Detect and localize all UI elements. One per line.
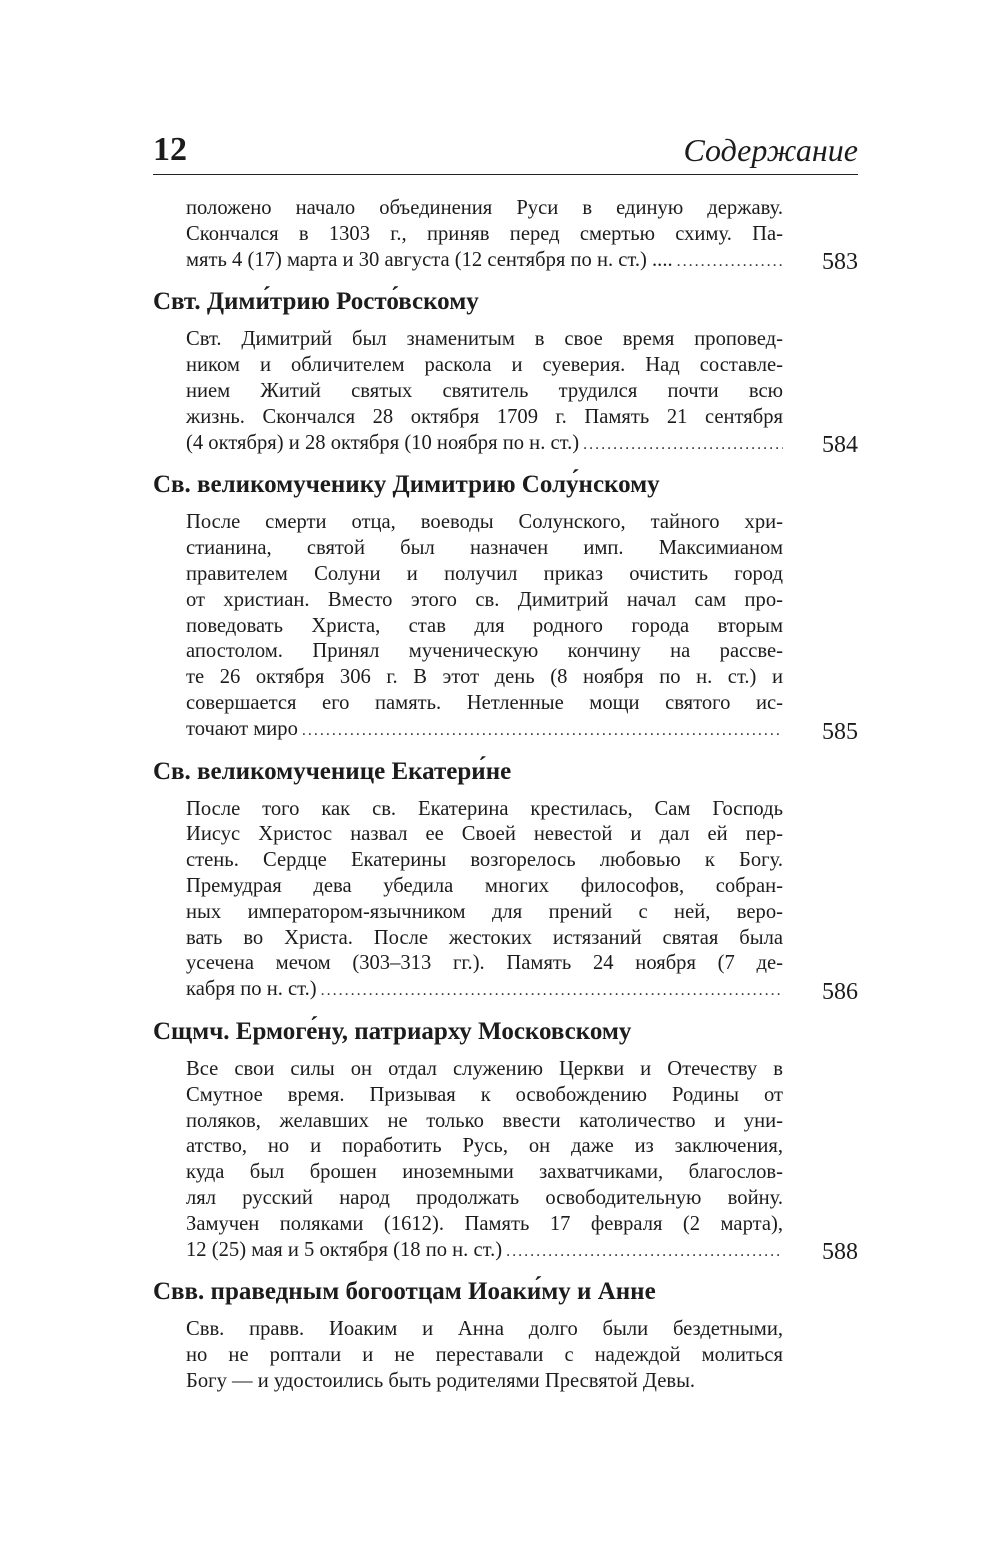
entry-line: куда был брошен иноземными захватчиками, благослов-: [186, 1161, 783, 1184]
page-header: [153, 122, 858, 175]
entry-line: Премудрая дева убедила многих философов, собран-: [186, 874, 783, 897]
entry-line: Иисус Христос назвал ее Своей невестой и дал ей пер-: [186, 823, 783, 846]
entry-description: [153, 797, 858, 1004]
entry-line: апостолом. Принял мученическую кончину на рассве-: [186, 640, 783, 663]
entry-line: точают миро: [186, 717, 298, 740]
entry-line: мять 4 (17) марта и 30 августа (12 сентября по н. ст.) ....: [186, 248, 673, 271]
entry-description: [153, 510, 858, 743]
table-of-contents: [153, 196, 858, 1395]
entry-line: кабря по н. ст.): [186, 978, 317, 1001]
entry-line: 12 (25) мая и 5 октября (18 по н. ст.): [186, 1238, 503, 1261]
page-number: 12: [153, 131, 187, 168]
entry-line: Замучен поляками (1612). Память 17 февраля (2 марта),: [186, 1212, 783, 1235]
dot-leader: [302, 718, 783, 744]
entry-description: [153, 196, 858, 274]
entry-heading[interactable]: Свт. Дими́трию Росто́вскому: [153, 288, 479, 316]
entry-line: правителем Солуни и получил приказ очистить город: [186, 562, 783, 585]
page-reference[interactable]: 588: [822, 1239, 858, 1266]
entry-line: атство, но и поработить Русь, он даже из заключения,: [186, 1135, 783, 1158]
dot-leader: [583, 432, 783, 458]
entry-line: поляков, желавших не только ввести католичество и уни-: [186, 1109, 783, 1132]
entry-line: нием Житий святых святитель трудился почти всю: [186, 379, 783, 402]
entry-line: те 26 октября 306 г. В этот день (8 ноября по н. ст.) и: [186, 666, 783, 689]
entry-line: Свт. Димитрий был знаменитым в свое время проповед-: [186, 328, 783, 351]
page-reference[interactable]: 584: [822, 432, 858, 459]
entry-line: ником и обличителем раскола и суеверия. Над составле-: [186, 354, 783, 377]
entry-description: [153, 1057, 858, 1264]
dot-leader: [321, 978, 783, 1004]
entry-line: Все свои силы он отдал служению Церкви и Отечеству в: [186, 1057, 783, 1080]
entry-description: [153, 1317, 858, 1394]
entry-line: (4 октября) и 28 октября (10 ноября по н. ст.): [186, 431, 580, 454]
entry-line: совершается его память. Нетленные мощи святого ис-: [186, 691, 783, 714]
entry-line: вать во Христа. После жестоких истязаний святая была: [186, 926, 783, 949]
entry-heading[interactable]: Св. великомученице Екатери́не: [153, 757, 512, 785]
entry-line: стианина, святой был назначен имп. Максимианом: [186, 537, 783, 560]
page-reference[interactable]: 586: [822, 978, 858, 1005]
running-title: Содержание: [683, 132, 858, 168]
entry-line: ных императором-язычником для прений с ней, веро-: [186, 900, 783, 923]
entry-line: Смутное время. Призывая к освобождению Родины от: [186, 1083, 783, 1106]
entry-line: Свв. правв. Иоаким и Анна долго были бездетными,: [186, 1318, 783, 1341]
entry-line: от христиан. Вместо этого св. Димитрий начал сам про-: [186, 588, 783, 611]
entry-line: усечена мечом (303–313 гг.). Память 24 ноября (7 де-: [186, 952, 783, 975]
entry-line: стень. Сердце Екатерины возгорелось любовью к Богу.: [186, 849, 783, 872]
dot-leader: [677, 249, 783, 275]
entry-line: Скончался в 1303 г., приняв перед смертью схиму. Па-: [186, 222, 783, 245]
entry-line: поведовать Христа, став для родного города вторым: [186, 614, 783, 637]
entry-line: но не роптали и не переставали с надеждой молиться: [186, 1344, 783, 1367]
entry-heading[interactable]: Свв. праведным богоотцам Иоаки́му и Анне: [153, 1278, 656, 1306]
entry-description: [153, 327, 858, 457]
entry-line: положено начало объединения Руси в единую державу.: [186, 197, 783, 219]
entry-heading[interactable]: Сщмч. Ермоге́ну, патриарху Московскому: [153, 1017, 632, 1045]
entry-line: жизнь. Скончался 28 октября 1709 г. Память 21 сентября: [186, 405, 783, 428]
page-reference[interactable]: 583: [822, 249, 858, 276]
entry-line: Богу — и удостоились быть родителями Пресвятой Девы.: [186, 1369, 696, 1392]
entry-line: лял русский народ продолжать освободительную войну.: [186, 1186, 783, 1209]
dot-leader: [506, 1239, 783, 1265]
entry-line: После того как св. Екатерина крестилась, Сам Господь: [186, 797, 783, 820]
entry-heading[interactable]: Св. великомученику Димитрию Солу́нскому: [153, 471, 660, 499]
entry-line: После смерти отца, воеводы Солунского, тайного хри-: [186, 511, 783, 534]
page-reference[interactable]: 585: [822, 718, 858, 745]
